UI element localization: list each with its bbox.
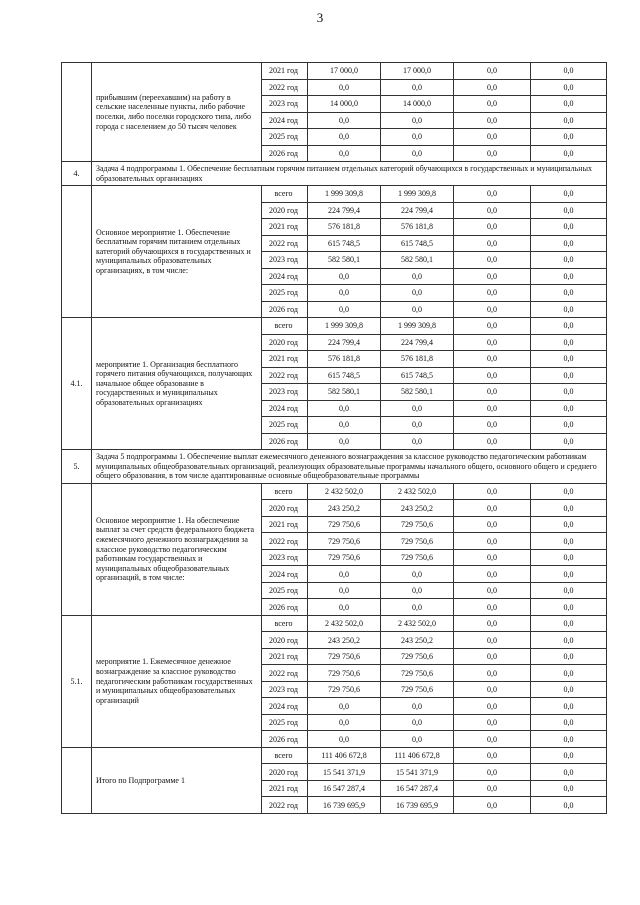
task-title: Задача 4 подпрограммы 1. Обеспечение бесплатным горячим питанием отдельных категорий обучающихся в государственных и муниципальных образовательных организациях (92, 162, 607, 186)
value-cell: 1 999 309,8 (381, 186, 454, 203)
value-cell: 0,0 (454, 780, 531, 797)
year-cell: 2025 год (262, 417, 308, 434)
value-cell: 576 181,8 (308, 351, 381, 368)
value-cell: 0,0 (454, 219, 531, 236)
value-cell: 582 580,1 (381, 252, 454, 269)
value-cell: 729 750,6 (381, 665, 454, 682)
year-cell: всего (262, 318, 308, 335)
value-cell: 224 799,4 (381, 202, 454, 219)
value-cell: 243 250,2 (308, 632, 381, 649)
value-cell: 17 000,0 (308, 63, 381, 80)
value-cell: 0,0 (531, 202, 607, 219)
value-cell: 0,0 (454, 500, 531, 517)
value-cell: 0,0 (308, 301, 381, 318)
value-cell: 0,0 (454, 549, 531, 566)
value-cell: 0,0 (531, 79, 607, 96)
value-cell: 729 750,6 (308, 516, 381, 533)
page-number: 3 (316, 10, 324, 25)
year-cell: 2026 год (262, 301, 308, 318)
value-cell: 0,0 (381, 698, 454, 715)
year-cell: 2024 год (262, 400, 308, 417)
table-row (62, 318, 607, 335)
item-number: 5.1. (62, 615, 92, 747)
item-number (62, 63, 92, 162)
table-row (62, 747, 607, 764)
value-cell: 729 750,6 (308, 549, 381, 566)
year-cell: 2022 год (262, 367, 308, 384)
value-cell: 0,0 (454, 648, 531, 665)
value-cell: 0,0 (454, 698, 531, 715)
value-cell: 0,0 (531, 533, 607, 550)
value-cell: 582 580,1 (381, 384, 454, 401)
value-cell: 0,0 (454, 632, 531, 649)
year-cell: 2022 год (262, 235, 308, 252)
value-cell: 15 541 371,9 (308, 764, 381, 781)
value-cell: 0,0 (454, 665, 531, 682)
year-cell: 2025 год (262, 582, 308, 599)
task-number: 5. (62, 450, 92, 484)
value-cell: 1 999 309,8 (308, 318, 381, 335)
year-cell: 2024 год (262, 112, 308, 129)
year-cell: 2025 год (262, 714, 308, 731)
year-cell: 2024 год (262, 698, 308, 715)
value-cell: 0,0 (308, 79, 381, 96)
value-cell: 0,0 (454, 533, 531, 550)
table-row (62, 186, 607, 203)
value-cell: 2 432 502,0 (381, 615, 454, 632)
value-cell: 729 750,6 (308, 665, 381, 682)
value-cell: 0,0 (531, 400, 607, 417)
year-cell: 2025 год (262, 129, 308, 146)
year-cell: 2021 год (262, 648, 308, 665)
value-cell: 2 432 502,0 (308, 615, 381, 632)
value-cell: 0,0 (454, 681, 531, 698)
value-cell: 0,0 (454, 285, 531, 302)
value-cell: 0,0 (308, 599, 381, 616)
year-cell: 2020 год (262, 632, 308, 649)
item-number: 4.1. (62, 318, 92, 450)
value-cell: 0,0 (454, 615, 531, 632)
year-cell: 2020 год (262, 334, 308, 351)
value-cell: 0,0 (381, 433, 454, 450)
value-cell: 16 547 287,4 (381, 780, 454, 797)
value-cell: 224 799,4 (308, 334, 381, 351)
value-cell: 0,0 (531, 384, 607, 401)
value-cell: 0,0 (531, 764, 607, 781)
year-cell: 2020 год (262, 764, 308, 781)
year-cell: 2025 год (262, 285, 308, 302)
value-cell: 0,0 (308, 698, 381, 715)
value-cell: 0,0 (531, 797, 607, 814)
year-cell: 2023 год (262, 96, 308, 113)
value-cell: 243 250,2 (308, 500, 381, 517)
task-row (62, 162, 607, 186)
value-cell: 16 547 287,4 (308, 780, 381, 797)
value-cell: 0,0 (454, 301, 531, 318)
item-name: Основное мероприятие 1. На обеспечение выплат за счет средств федерального бюджета ежемесячного денежного вознаграждения за классное руководство педагогическим работникам государственных и муниципальных общеобразовательных организаций, в том числе: (92, 483, 262, 615)
value-cell: 0,0 (531, 351, 607, 368)
value-cell: 0,0 (454, 145, 531, 162)
value-cell: 582 580,1 (308, 252, 381, 269)
year-cell: 2022 год (262, 79, 308, 96)
value-cell: 0,0 (454, 747, 531, 764)
value-cell: 0,0 (531, 112, 607, 129)
value-cell: 0,0 (531, 681, 607, 698)
value-cell: 0,0 (531, 186, 607, 203)
item-name: Основное мероприятие 1. Обеспечение бесплатным горячим питанием отдельных категорий обучающихся в государственных и муниципальных образовательных организациях, в том числе: (92, 186, 262, 318)
year-cell: 2022 год (262, 797, 308, 814)
value-cell: 15 541 371,9 (381, 764, 454, 781)
item-name: Итого по Подпрограмме 1 (92, 747, 262, 813)
value-cell: 2 432 502,0 (381, 483, 454, 500)
value-cell: 2 432 502,0 (308, 483, 381, 500)
funding-table (61, 62, 607, 814)
value-cell: 0,0 (531, 252, 607, 269)
value-cell: 0,0 (531, 367, 607, 384)
value-cell: 0,0 (531, 63, 607, 80)
value-cell: 0,0 (531, 96, 607, 113)
value-cell: 16 739 695,9 (381, 797, 454, 814)
value-cell: 0,0 (531, 500, 607, 517)
value-cell: 0,0 (381, 731, 454, 748)
item-number (62, 186, 92, 318)
year-cell: 2023 год (262, 252, 308, 269)
value-cell: 0,0 (381, 582, 454, 599)
value-cell: 0,0 (454, 235, 531, 252)
year-cell: 2026 год (262, 145, 308, 162)
value-cell: 0,0 (531, 235, 607, 252)
year-cell: 2021 год (262, 516, 308, 533)
value-cell: 0,0 (454, 400, 531, 417)
value-cell: 0,0 (308, 268, 381, 285)
year-cell: 2023 год (262, 681, 308, 698)
value-cell: 0,0 (454, 582, 531, 599)
year-cell: 2021 год (262, 63, 308, 80)
value-cell: 0,0 (454, 417, 531, 434)
value-cell: 0,0 (454, 566, 531, 583)
value-cell: 729 750,6 (381, 516, 454, 533)
value-cell: 0,0 (381, 79, 454, 96)
year-cell: всего (262, 483, 308, 500)
value-cell: 0,0 (454, 268, 531, 285)
value-cell: 111 406 672,8 (308, 747, 381, 764)
value-cell: 0,0 (454, 797, 531, 814)
year-cell: 2020 год (262, 500, 308, 517)
value-cell: 0,0 (454, 318, 531, 335)
value-cell: 729 750,6 (381, 681, 454, 698)
value-cell: 0,0 (454, 384, 531, 401)
value-cell: 0,0 (381, 145, 454, 162)
table-row (62, 483, 607, 500)
year-cell: 2021 год (262, 780, 308, 797)
value-cell: 0,0 (308, 714, 381, 731)
value-cell: 1 999 309,8 (381, 318, 454, 335)
value-cell: 0,0 (381, 599, 454, 616)
value-cell: 0,0 (531, 780, 607, 797)
value-cell: 0,0 (454, 112, 531, 129)
value-cell: 17 000,0 (381, 63, 454, 80)
value-cell: 0,0 (531, 665, 607, 682)
value-cell: 1 999 309,8 (308, 186, 381, 203)
task-number: 4. (62, 162, 92, 186)
value-cell: 0,0 (308, 400, 381, 417)
value-cell: 0,0 (308, 433, 381, 450)
value-cell: 0,0 (454, 202, 531, 219)
value-cell: 0,0 (454, 96, 531, 113)
value-cell: 0,0 (308, 145, 381, 162)
task-row (62, 450, 607, 484)
year-cell: 2022 год (262, 665, 308, 682)
value-cell: 0,0 (531, 301, 607, 318)
value-cell: 0,0 (308, 417, 381, 434)
value-cell: 615 748,5 (308, 235, 381, 252)
value-cell: 0,0 (308, 112, 381, 129)
value-cell: 0,0 (454, 129, 531, 146)
value-cell: 0,0 (531, 632, 607, 649)
year-cell: 2024 год (262, 268, 308, 285)
value-cell: 0,0 (454, 63, 531, 80)
value-cell: 0,0 (381, 714, 454, 731)
value-cell: 0,0 (531, 615, 607, 632)
value-cell: 0,0 (308, 129, 381, 146)
value-cell: 0,0 (381, 301, 454, 318)
value-cell: 0,0 (454, 714, 531, 731)
value-cell: 729 750,6 (381, 533, 454, 550)
year-cell: 2023 год (262, 549, 308, 566)
item-number (62, 747, 92, 813)
value-cell: 0,0 (308, 731, 381, 748)
value-cell: 0,0 (454, 516, 531, 533)
year-cell: всего (262, 747, 308, 764)
year-cell: 2022 год (262, 533, 308, 550)
value-cell: 0,0 (308, 566, 381, 583)
year-cell: всего (262, 186, 308, 203)
year-cell: 2026 год (262, 433, 308, 450)
value-cell: 0,0 (381, 566, 454, 583)
year-cell: 2024 год (262, 566, 308, 583)
value-cell: 729 750,6 (308, 533, 381, 550)
item-name: прибывшим (переехавшим) на работу в сельские населенные пункты, либо рабочие поселки, либо поселки городского типа, либо города с населением до 50 тысяч человек (92, 63, 262, 162)
value-cell: 576 181,8 (381, 351, 454, 368)
value-cell: 0,0 (531, 731, 607, 748)
value-cell: 729 750,6 (381, 549, 454, 566)
value-cell: 0,0 (454, 483, 531, 500)
value-cell: 576 181,8 (381, 219, 454, 236)
value-cell: 576 181,8 (308, 219, 381, 236)
value-cell: 0,0 (531, 145, 607, 162)
value-cell: 615 748,5 (381, 235, 454, 252)
year-cell: 2021 год (262, 219, 308, 236)
value-cell: 0,0 (454, 599, 531, 616)
value-cell: 0,0 (454, 186, 531, 203)
value-cell: 243 250,2 (381, 632, 454, 649)
value-cell: 0,0 (531, 483, 607, 500)
value-cell: 0,0 (531, 268, 607, 285)
value-cell: 0,0 (531, 318, 607, 335)
year-cell: 2021 год (262, 351, 308, 368)
value-cell: 0,0 (381, 268, 454, 285)
value-cell: 0,0 (531, 285, 607, 302)
item-name: мероприятие 1. Ежемесячное денежное вознаграждение за классное руководство педагогическим работникам государственных и муниципальных общеобразовательных организаций (92, 615, 262, 747)
value-cell: 582 580,1 (308, 384, 381, 401)
table-row (62, 63, 607, 80)
value-cell: 0,0 (381, 112, 454, 129)
year-cell: 2020 год (262, 202, 308, 219)
value-cell: 0,0 (454, 351, 531, 368)
value-cell: 16 739 695,9 (308, 797, 381, 814)
item-name: мероприятие 1. Организация бесплатного горячего питания обучающихся, получающих начальное общее образование в государственных и муниципальных образовательных организациях (92, 318, 262, 450)
year-cell: 2023 год (262, 384, 308, 401)
value-cell: 0,0 (531, 599, 607, 616)
value-cell: 0,0 (454, 367, 531, 384)
value-cell: 0,0 (454, 334, 531, 351)
value-cell: 243 250,2 (381, 500, 454, 517)
value-cell: 615 748,5 (308, 367, 381, 384)
year-cell: всего (262, 615, 308, 632)
value-cell: 0,0 (454, 731, 531, 748)
value-cell: 0,0 (531, 129, 607, 146)
value-cell: 111 406 672,8 (381, 747, 454, 764)
value-cell: 615 748,5 (381, 367, 454, 384)
value-cell: 224 799,4 (308, 202, 381, 219)
value-cell: 0,0 (531, 747, 607, 764)
value-cell: 0,0 (531, 566, 607, 583)
value-cell: 224 799,4 (381, 334, 454, 351)
value-cell: 0,0 (454, 252, 531, 269)
value-cell: 14 000,0 (308, 96, 381, 113)
item-number (62, 483, 92, 615)
value-cell: 0,0 (531, 648, 607, 665)
value-cell: 0,0 (381, 400, 454, 417)
value-cell: 0,0 (531, 714, 607, 731)
value-cell: 0,0 (381, 129, 454, 146)
value-cell: 0,0 (531, 516, 607, 533)
value-cell: 0,0 (308, 582, 381, 599)
value-cell: 14 000,0 (381, 96, 454, 113)
value-cell: 0,0 (381, 417, 454, 434)
year-cell: 2026 год (262, 599, 308, 616)
value-cell: 0,0 (454, 764, 531, 781)
value-cell: 0,0 (308, 285, 381, 302)
value-cell: 0,0 (381, 285, 454, 302)
value-cell: 0,0 (531, 417, 607, 434)
task-title: Задача 5 подпрограммы 1. Обеспечение выплат ежемесячного денежного вознаграждения за классное руководство педагогическим работникам муниципальных общеобразовательных организаций, реализующих образовательные программы начального общего, основного общего и среднего общего образования, в том числе адаптированные основные общеобразовательные программы (92, 450, 607, 484)
year-cell: 2026 год (262, 731, 308, 748)
value-cell: 0,0 (531, 698, 607, 715)
value-cell: 729 750,6 (308, 648, 381, 665)
value-cell: 0,0 (531, 219, 607, 236)
value-cell: 0,0 (454, 433, 531, 450)
value-cell: 729 750,6 (381, 648, 454, 665)
value-cell: 729 750,6 (308, 681, 381, 698)
value-cell: 0,0 (531, 582, 607, 599)
value-cell: 0,0 (531, 334, 607, 351)
value-cell: 0,0 (531, 433, 607, 450)
table-row (62, 615, 607, 632)
value-cell: 0,0 (531, 549, 607, 566)
value-cell: 0,0 (454, 79, 531, 96)
